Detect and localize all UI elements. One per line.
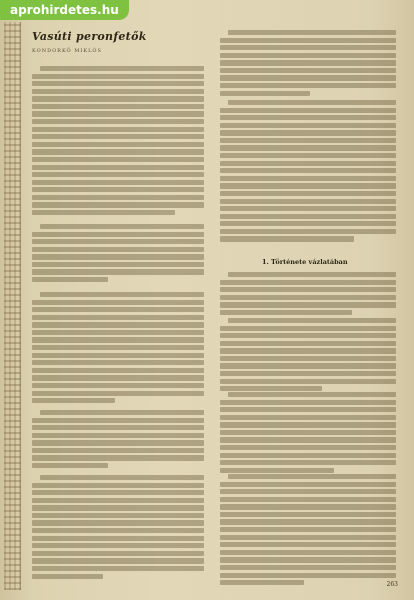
text-line — [220, 145, 396, 150]
left-column-paragraph-4 — [32, 410, 204, 471]
text-line — [220, 573, 396, 578]
right-column-paragraph-2 — [220, 100, 396, 244]
text-line — [220, 550, 396, 555]
text-line — [220, 527, 396, 532]
text-line — [228, 30, 396, 35]
text-line — [220, 287, 396, 292]
text-line — [32, 165, 204, 170]
text-line — [32, 239, 204, 244]
text-line — [32, 418, 204, 423]
text-line — [32, 195, 204, 200]
text-line — [32, 360, 204, 365]
text-line — [220, 191, 396, 196]
text-line — [220, 379, 396, 384]
text-line — [32, 528, 204, 533]
right-column-paragraph-6 — [220, 474, 396, 588]
text-line — [32, 440, 204, 445]
text-line — [220, 221, 396, 226]
text-line — [32, 483, 204, 488]
text-line — [220, 91, 310, 96]
text-line — [220, 437, 396, 442]
text-line — [220, 206, 396, 211]
text-line — [220, 214, 396, 219]
text-line — [220, 565, 396, 570]
text-line — [32, 254, 204, 259]
text-line — [32, 391, 204, 396]
text-line — [220, 176, 396, 181]
text-line — [220, 295, 396, 300]
site-watermark[interactable] — [0, 0, 129, 20]
right-column-paragraph-4 — [220, 318, 396, 394]
text-line — [220, 415, 396, 420]
text-line — [220, 302, 396, 307]
page-number: 263 — [386, 581, 398, 588]
text-line — [220, 229, 396, 234]
text-line — [32, 74, 204, 79]
text-line — [32, 455, 204, 460]
text-line — [32, 269, 204, 274]
text-line — [220, 535, 396, 540]
text-line — [32, 300, 204, 305]
text-line — [220, 407, 396, 412]
text-line — [220, 453, 396, 458]
text-line — [220, 280, 396, 285]
text-line — [220, 386, 322, 391]
text-line — [228, 392, 396, 397]
text-line — [40, 410, 204, 415]
right-column-paragraph-5 — [220, 392, 396, 475]
text-line — [220, 460, 396, 465]
text-line — [32, 119, 204, 124]
text-line — [32, 353, 204, 358]
text-line — [220, 468, 334, 473]
text-line — [220, 75, 396, 80]
text-line — [220, 310, 352, 315]
text-line — [32, 520, 204, 525]
text-line — [228, 318, 396, 323]
text-line — [220, 356, 396, 361]
watermark-dot: . — [97, 3, 102, 17]
text-line — [32, 463, 108, 468]
watermark-site: aprohirdetes — [10, 3, 98, 17]
text-line — [220, 130, 396, 135]
text-line — [32, 210, 175, 215]
text-line — [32, 142, 204, 147]
text-line — [32, 81, 204, 86]
text-line — [220, 445, 396, 450]
text-line — [220, 83, 396, 88]
text-line — [220, 115, 396, 120]
text-line — [32, 375, 204, 380]
text-line — [32, 513, 204, 518]
text-line — [32, 111, 204, 116]
text-line — [220, 363, 396, 368]
text-line — [32, 425, 204, 430]
text-line — [32, 202, 204, 207]
text-line — [220, 341, 396, 346]
text-line — [220, 45, 396, 50]
right-column-paragraph-1 — [220, 30, 396, 98]
text-line — [220, 557, 396, 562]
text-line — [220, 400, 396, 405]
section-heading: 1. Története vázlatában — [262, 258, 348, 266]
text-line — [32, 127, 204, 132]
article-author: KONDORKÖ MIKLÓS — [32, 48, 102, 54]
text-line — [32, 505, 204, 510]
left-column-paragraph-2 — [32, 224, 204, 285]
text-line — [220, 489, 396, 494]
text-line — [220, 168, 396, 173]
text-line — [40, 66, 204, 71]
text-line — [32, 172, 204, 177]
text-line — [32, 247, 204, 252]
text-line — [220, 580, 304, 585]
text-line — [228, 100, 396, 105]
text-line — [220, 422, 396, 427]
text-line — [220, 68, 396, 73]
text-line — [32, 277, 108, 282]
text-line — [32, 337, 204, 342]
text-line — [32, 536, 204, 541]
text-line — [220, 60, 396, 65]
text-line — [40, 292, 204, 297]
watermark-tld: hu — [101, 3, 119, 17]
text-line — [220, 542, 396, 547]
text-line — [220, 199, 396, 204]
text-line — [32, 104, 204, 109]
text-line — [32, 315, 204, 320]
text-line — [228, 272, 396, 277]
text-line — [220, 497, 396, 502]
text-line — [220, 108, 396, 113]
text-line — [220, 504, 396, 509]
decorative-border — [4, 22, 21, 590]
text-line — [32, 566, 204, 571]
text-line — [32, 490, 204, 495]
text-line — [32, 574, 103, 579]
text-line — [32, 551, 204, 556]
text-line — [32, 89, 204, 94]
left-column-paragraph-1 — [32, 66, 204, 218]
text-line — [32, 262, 204, 267]
text-line — [220, 183, 396, 188]
text-line — [220, 519, 396, 524]
text-line — [32, 368, 204, 373]
text-line — [32, 322, 204, 327]
text-line — [32, 134, 204, 139]
text-line — [220, 153, 396, 158]
text-line — [220, 430, 396, 435]
text-line — [220, 326, 396, 331]
text-line — [32, 149, 204, 154]
text-line — [40, 475, 204, 480]
text-line — [32, 307, 204, 312]
left-column-paragraph-5 — [32, 475, 204, 581]
text-line — [32, 96, 204, 101]
text-line — [32, 330, 204, 335]
text-line — [32, 498, 204, 503]
text-line — [220, 138, 396, 143]
text-line — [40, 224, 204, 229]
text-line — [220, 38, 396, 43]
text-line — [220, 371, 396, 376]
text-line — [220, 236, 354, 241]
text-line — [228, 474, 396, 479]
left-column-paragraph-3 — [32, 292, 204, 406]
text-line — [220, 348, 396, 353]
text-line — [32, 543, 204, 548]
text-line — [32, 187, 204, 192]
text-line — [220, 333, 396, 338]
text-line — [220, 482, 396, 487]
text-line — [32, 345, 204, 350]
text-line — [220, 123, 396, 128]
text-line — [220, 161, 396, 166]
text-line — [32, 398, 115, 403]
text-line — [220, 53, 396, 58]
text-line — [32, 157, 204, 162]
text-line — [32, 558, 204, 563]
right-column-paragraph-3 — [220, 272, 396, 317]
text-line — [32, 383, 204, 388]
article-title: Vasúti peronfetők — [32, 30, 147, 43]
text-line — [32, 433, 204, 438]
text-line — [32, 180, 204, 185]
text-line — [32, 232, 204, 237]
text-line — [220, 512, 396, 517]
text-line — [32, 448, 204, 453]
